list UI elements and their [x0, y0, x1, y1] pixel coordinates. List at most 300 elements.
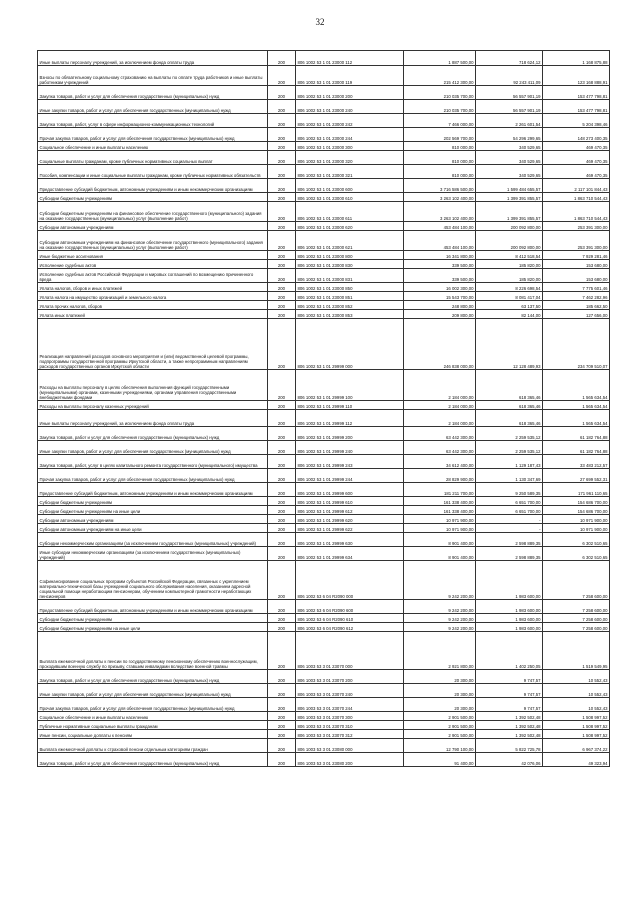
- row-amount-remaining: 10 552,43: [543, 670, 610, 684]
- row-description: Субсидии бюджетным учреждениям на иные цели: [38, 623, 268, 632]
- row-amount-remaining: 171 961 110,65: [543, 483, 610, 497]
- row-amount-approved: 3 263 102 400,00: [404, 202, 476, 222]
- row-code: 200: [268, 142, 296, 151]
- row-amount-approved: 34 612 400,00: [404, 455, 476, 469]
- row-amount-remaining: 469 470,35: [543, 151, 610, 165]
- row-classification-code: 806 1002 53 1 01 29999 243: [296, 455, 404, 469]
- table-row: [38, 231, 610, 251]
- row-amount-remaining: 1 565 634,54: [543, 410, 610, 427]
- row-description: Реализация направлений расходов основного мероприятия и (или) ведомственной целевой программы, подпрограммы государственной программы Иркутской области, а также непрограммным направлениям расходов государственных органов Иркутской области: [38, 319, 268, 370]
- row-amount-executed: 82 144,00: [476, 310, 543, 319]
- row-code: 200: [268, 561, 296, 600]
- row-description: Субсидии бюджетным учреждениям: [38, 497, 268, 506]
- table-row: [38, 179, 610, 193]
- row-classification-code: 806 1002 53 1 01 29999 612: [296, 506, 404, 515]
- row-amount-executed: 1 983 600,00: [476, 623, 543, 632]
- row-code: 200: [268, 547, 296, 561]
- row-amount-approved: 8 901 400,00: [404, 547, 476, 561]
- row-classification-code: 806 1002 53 1 01 29999 112: [296, 410, 404, 427]
- table-row: [38, 283, 610, 292]
- row-amount-executed: 6 651 700,00: [476, 497, 543, 506]
- row-code: 200: [268, 441, 296, 455]
- table-row: [38, 370, 610, 401]
- row-amount-approved: 181 211 700,00: [404, 483, 476, 497]
- row-code: 200: [268, 753, 296, 767]
- row-classification-code: 806 1003 53 3 01 23080 200: [296, 753, 404, 767]
- row-amount-executed: 1 599 484 655,57: [476, 179, 543, 193]
- row-code: 200: [268, 370, 296, 401]
- row-description: Субсидии бюджетным учреждениям: [38, 193, 268, 202]
- row-amount-executed: 8 081 417,04: [476, 292, 543, 301]
- row-amount-approved: 209 800,00: [404, 310, 476, 319]
- row-amount-remaining: 6 302 510,65: [543, 547, 610, 561]
- row-amount-approved: 161 338 400,00: [404, 497, 476, 506]
- table-row: [38, 730, 610, 739]
- row-amount-remaining: 6 967 374,22: [543, 739, 610, 753]
- row-description: Предоставление субсидий бюджетным, автономным учреждениям и иным некоммерческим организациям: [38, 179, 268, 193]
- row-amount-approved: 810 000,00: [404, 142, 476, 151]
- row-amount-approved: 15 543 700,00: [404, 292, 476, 301]
- row-code: 200: [268, 128, 296, 142]
- table-row: [38, 614, 610, 623]
- row-description: Прочая закупка товаров, работ и услуг для обеспечения государственных (муниципальных) нужд: [38, 698, 268, 712]
- row-amount-approved: 20 300,00: [404, 698, 476, 712]
- row-amount-remaining: 7 462 282,96: [543, 292, 610, 301]
- row-amount-approved: 161 338 400,00: [404, 506, 476, 515]
- row-amount-executed: 185 820,00: [476, 269, 543, 283]
- row-amount-executed: 9 747,57: [476, 684, 543, 698]
- row-code: 200: [268, 292, 296, 301]
- row-classification-code: 806 1002 53 1 01 29999 240: [296, 441, 404, 455]
- row-description: Социальное обеспечение и иные выплаты населению: [38, 142, 268, 151]
- table-row: [38, 260, 610, 269]
- row-description: Субсидии автономным учреждениям на иные цели: [38, 524, 268, 533]
- table-row: [38, 222, 610, 231]
- row-amount-approved: 210 035 700,00: [404, 86, 476, 100]
- row-description: Субсидии автономным учреждениям на финансовое обеспечение государственного (муниципального) задания на оказание государственных (муниципальных) услуг (выполнение работ): [38, 231, 268, 251]
- table-row: [38, 497, 610, 506]
- row-code: 200: [268, 231, 296, 251]
- row-code: 200: [268, 497, 296, 506]
- row-description: Расходы на выплаты персоналу казенных учреждений: [38, 401, 268, 410]
- row-amount-remaining: 153 477 798,81: [543, 100, 610, 114]
- row-amount-remaining: 123 168 888,91: [543, 66, 610, 86]
- row-amount-remaining: 1 863 710 544,43: [543, 193, 610, 202]
- row-classification-code: 806 1002 53 1 01 29999 110: [296, 401, 404, 410]
- table-row: [38, 506, 610, 515]
- row-code: 200: [268, 698, 296, 712]
- row-amount-remaining: 61 182 764,88: [543, 427, 610, 441]
- row-description: Прочая закупка товаров, работ и услуг для обеспечения государственных (муниципальных) нужд: [38, 128, 268, 142]
- row-classification-code: 806 1002 53 1 01 23000 830: [296, 260, 404, 269]
- row-amount-remaining: 148 273 400,35: [543, 128, 610, 142]
- row-amount-executed: 1 130 347,69: [476, 469, 543, 483]
- row-amount-executed: 8 226 698,54: [476, 283, 543, 292]
- row-amount-approved: 7 466 000,00: [404, 114, 476, 128]
- row-code: 200: [268, 455, 296, 469]
- row-amount-approved: 453 484 100,00: [404, 222, 476, 231]
- row-code: 200: [268, 310, 296, 319]
- table-row: [38, 533, 610, 547]
- row-amount-remaining: 469 470,35: [543, 165, 610, 179]
- row-description: Субсидии автономным учреждениям: [38, 222, 268, 231]
- row-amount-approved: 12 790 100,00: [404, 739, 476, 753]
- row-description: Иные выплаты персоналу учреждений, за исключением фонда оплаты труда: [38, 410, 268, 427]
- row-amount-approved: 246 838 000,00: [404, 319, 476, 370]
- row-classification-code: 806 1002 53 1 01 23000 321: [296, 165, 404, 179]
- row-amount-remaining: 1 508 997,52: [543, 712, 610, 721]
- table-row: [38, 251, 610, 260]
- row-amount-approved: 2 921 800,00: [404, 632, 476, 670]
- row-description: Прочая закупка товаров, работ и услуг для обеспечения государственных (муниципальных) нужд: [38, 469, 268, 483]
- table-row: [38, 632, 610, 670]
- row-code: 200: [268, 600, 296, 614]
- table-row: [38, 114, 610, 128]
- row-amount-executed: 63 137,50: [476, 301, 543, 310]
- row-amount-approved: 2 184 000,00: [404, 410, 476, 427]
- row-amount-executed: 56 557 901,19: [476, 100, 543, 114]
- table-row: [38, 66, 610, 86]
- row-amount-approved: 810 000,00: [404, 165, 476, 179]
- table-row: [38, 561, 610, 600]
- row-description: Социальные выплаты гражданам, кроме публичных нормативных социальных выплат: [38, 151, 268, 165]
- table-row: [38, 410, 610, 427]
- row-amount-approved: 28 829 900,00: [404, 469, 476, 483]
- row-classification-code: 806 1002 53 1 01 23000 852: [296, 301, 404, 310]
- row-description: Выплата ежемесячной доплаты к страховой пенсии отдельным категориям граждан: [38, 739, 268, 753]
- row-classification-code: 806 1002 53 1 01 23000 244: [296, 128, 404, 142]
- row-amount-approved: 210 035 700,00: [404, 100, 476, 114]
- table-row: [38, 128, 610, 142]
- row-amount-executed: 2 259 535,12: [476, 427, 543, 441]
- row-classification-code: 806 1002 53 1 01 29999 610: [296, 497, 404, 506]
- row-amount-approved: 1 887 500,00: [404, 51, 476, 66]
- row-amount-approved: 202 569 700,00: [404, 128, 476, 142]
- row-amount-executed: 340 529,65: [476, 151, 543, 165]
- row-amount-executed: 1 983 600,00: [476, 561, 543, 600]
- row-code: 200: [268, 269, 296, 283]
- row-amount-executed: 5 822 725,78: [476, 739, 543, 753]
- row-classification-code: 806 1002 53 1 01 23000 800: [296, 251, 404, 260]
- table-row: [38, 193, 610, 202]
- row-classification-code: 806 1002 53 1 01 29999 244: [296, 469, 404, 483]
- row-code: 200: [268, 193, 296, 202]
- row-description: Закупка товаров, работ и услуг для обеспечения государственных (муниципальных) нужд: [38, 753, 268, 767]
- row-classification-code: 806 1003 53 3 01 23070 200: [296, 670, 404, 684]
- table-row: [38, 269, 610, 283]
- row-amount-executed: 1 399 391 855,57: [476, 202, 543, 222]
- row-code: 200: [268, 614, 296, 623]
- row-classification-code: 806 1002 53 1 01 23000 320: [296, 151, 404, 165]
- row-description: Субсидии бюджетным учреждениям: [38, 614, 268, 623]
- row-amount-approved: 339 500,00: [404, 269, 476, 283]
- row-amount-executed: 618 365,46: [476, 410, 543, 427]
- table-row: [38, 142, 610, 151]
- row-code: 200: [268, 179, 296, 193]
- row-code: 200: [268, 515, 296, 524]
- row-description: Социальное обеспечение и иные выплаты населению: [38, 712, 268, 721]
- table-row: [38, 483, 610, 497]
- row-classification-code: 806 1002 53 1 01 29999 634: [296, 547, 404, 561]
- table-row: [38, 310, 610, 319]
- row-amount-remaining: 7 258 600,00: [543, 614, 610, 623]
- row-description: Субсидии некоммерческим организациям (за исключением государственных (муниципальных) учреждений): [38, 533, 268, 547]
- row-amount-executed: 9 747,57: [476, 698, 543, 712]
- row-classification-code: 806 1002 53 1 01 29999 600: [296, 483, 404, 497]
- row-amount-executed: 340 529,65: [476, 165, 543, 179]
- row-amount-remaining: 27 699 552,31: [543, 469, 610, 483]
- row-code: 200: [268, 670, 296, 684]
- row-amount-executed: 9 747,57: [476, 670, 543, 684]
- row-amount-remaining: 7 258 600,00: [543, 561, 610, 600]
- row-code: 200: [268, 202, 296, 222]
- row-amount-remaining: 1 168 875,88: [543, 51, 610, 66]
- table-row: [38, 301, 610, 310]
- row-code: 200: [268, 730, 296, 739]
- table-row: [38, 623, 610, 632]
- row-amount-remaining: 10 552,43: [543, 684, 610, 698]
- row-description: Уплата налога на имущество организаций и земельного налога: [38, 292, 268, 301]
- row-classification-code: 806 1002 53 1 01 29999 630: [296, 533, 404, 547]
- row-amount-executed: 1 399 391 855,57: [476, 193, 543, 202]
- row-code: 200: [268, 86, 296, 100]
- row-amount-executed: 618 365,46: [476, 401, 543, 410]
- row-amount-remaining: 49 323,94: [543, 753, 610, 767]
- row-amount-executed: 8 412 518,54: [476, 251, 543, 260]
- row-classification-code: 806 1002 53 1 01 23000 240: [296, 100, 404, 114]
- row-classification-code: 806 1002 53 1 01 23000 112: [296, 51, 404, 66]
- row-amount-approved: 2 901 500,00: [404, 721, 476, 730]
- row-classification-code: 806 1003 53 3 01 23080 000: [296, 739, 404, 753]
- row-amount-remaining: 153 680,00: [543, 269, 610, 283]
- row-amount-approved: 63 442 300,00: [404, 427, 476, 441]
- row-amount-executed: 56 557 901,19: [476, 86, 543, 100]
- row-amount-approved: 9 242 200,00: [404, 614, 476, 623]
- row-classification-code: 806 1002 53 1 01 29999 100: [296, 370, 404, 401]
- row-code: 200: [268, 165, 296, 179]
- row-amount-approved: 2 901 500,00: [404, 712, 476, 721]
- row-classification-code: 806 1002 53 1 01 23000 851: [296, 292, 404, 301]
- row-amount-approved: 3 263 102 400,00: [404, 193, 476, 202]
- row-description: Иные субсидии некоммерческим организациям (за исключением государственных (муниципальных) учреждений): [38, 547, 268, 561]
- row-amount-executed: 200 092 800,00: [476, 222, 543, 231]
- row-classification-code: 806 1002 53 1 01 23000 300: [296, 142, 404, 151]
- row-description: Закупка товаров, работ, услуг в целях капитального ремонта государственного (муниципального) имущества: [38, 455, 268, 469]
- row-classification-code: 806 1003 53 3 01 23070 310: [296, 721, 404, 730]
- budget-table: [37, 50, 610, 767]
- row-amount-executed: 2 259 535,12: [476, 441, 543, 455]
- row-description: Исполнение судебных актов: [38, 260, 268, 269]
- table-row: [38, 684, 610, 698]
- row-code: 200: [268, 427, 296, 441]
- table-row: [38, 401, 610, 410]
- row-description: Иные выплаты персоналу учреждений, за исключением фонда оплаты труда: [38, 51, 268, 66]
- row-amount-approved: 339 500,00: [404, 260, 476, 269]
- row-amount-remaining: 7 775 601,46: [543, 283, 610, 292]
- row-classification-code: 806 1002 53 6 04 R2090 000: [296, 561, 404, 600]
- row-code: 200: [268, 151, 296, 165]
- row-amount-remaining: 185 662,50: [543, 301, 610, 310]
- row-amount-executed: 1 983 600,00: [476, 600, 543, 614]
- row-code: 200: [268, 260, 296, 269]
- row-amount-executed: 6 651 700,00: [476, 506, 543, 515]
- row-classification-code: 806 1002 53 1 01 29999 000: [296, 319, 404, 370]
- row-amount-executed: 54 296 299,65: [476, 128, 543, 142]
- row-amount-approved: 215 412 300,00: [404, 66, 476, 86]
- table-row: [38, 51, 610, 66]
- row-code: 200: [268, 533, 296, 547]
- row-classification-code: 806 1002 53 1 01 29999 622: [296, 524, 404, 533]
- row-amount-remaining: 61 182 764,88: [543, 441, 610, 455]
- row-classification-code: 806 1003 53 3 01 23070 244: [296, 698, 404, 712]
- row-amount-remaining: 154 686 700,00: [543, 506, 610, 515]
- row-amount-remaining: 2 117 101 844,43: [543, 179, 610, 193]
- row-amount-executed: -: [476, 515, 543, 524]
- row-description: Уплата прочих налогов, сборов: [38, 301, 268, 310]
- row-amount-remaining: 1 565 634,54: [543, 401, 610, 410]
- row-amount-approved: 16 002 300,00: [404, 283, 476, 292]
- row-classification-code: 806 1003 53 3 01 23070 000: [296, 632, 404, 670]
- row-amount-remaining: 1 508 997,52: [543, 721, 610, 730]
- row-description: Субсидии автономным учреждениям: [38, 515, 268, 524]
- row-amount-remaining: 469 470,35: [543, 142, 610, 151]
- row-description: Пособия, компенсации и иные социальные выплаты гражданам, кроме публичных нормативных обязательств: [38, 165, 268, 179]
- row-classification-code: 806 1002 53 6 04 R2090 612: [296, 623, 404, 632]
- table-row: [38, 86, 610, 100]
- row-description: Иные закупки товаров, работ и услуг для обеспечения государственных (муниципальных) нужд: [38, 100, 268, 114]
- row-code: 200: [268, 483, 296, 497]
- row-amount-remaining: 153 680,00: [543, 260, 610, 269]
- row-code: 200: [268, 623, 296, 632]
- row-amount-remaining: 234 709 510,07: [543, 319, 610, 370]
- row-amount-approved: 63 442 300,00: [404, 441, 476, 455]
- row-amount-executed: 1 392 502,48: [476, 730, 543, 739]
- row-code: 200: [268, 739, 296, 753]
- table-row: [38, 427, 610, 441]
- row-classification-code: 806 1003 53 3 01 23070 312: [296, 730, 404, 739]
- row-classification-code: 806 1002 53 1 01 23000 620: [296, 222, 404, 231]
- table-row: [38, 292, 610, 301]
- row-amount-approved: 10 971 900,00: [404, 524, 476, 533]
- table-row: [38, 547, 610, 561]
- row-amount-remaining: 127 656,00: [543, 310, 610, 319]
- row-amount-approved: 2 184 000,00: [404, 370, 476, 401]
- row-code: 200: [268, 712, 296, 721]
- page-number: 32: [315, 17, 325, 27]
- table-row: [38, 753, 610, 767]
- table-row: [38, 455, 610, 469]
- row-description: Закупка товаров, работ и услуг для обеспечения государственных (муниципальных) нужд: [38, 427, 268, 441]
- row-amount-executed: -: [476, 524, 543, 533]
- row-description: Закупка товаров, работ и услуг для обеспечения государственных (муниципальных) нужд: [38, 86, 268, 100]
- row-classification-code: 806 1002 53 1 01 23000 600: [296, 179, 404, 193]
- row-code: 200: [268, 301, 296, 310]
- row-amount-remaining: 7 258 600,00: [543, 623, 610, 632]
- row-amount-approved: 3 716 586 500,00: [404, 179, 476, 193]
- row-description: Софинансирование социальных программ субъектов Российской Федерации, связанных с укреплением материально-технической базы учреждений социального обслуживания населения, оказанием адресной социальной помощи неработающим пенсионерам, обучением компьютерной грамотности неработающих пенсионеров: [38, 561, 268, 600]
- row-classification-code: 806 1002 53 6 04 R2090 600: [296, 600, 404, 614]
- row-amount-remaining: 253 391 300,00: [543, 222, 610, 231]
- row-amount-approved: 453 484 100,00: [404, 231, 476, 251]
- row-amount-approved: 91 400,00: [404, 753, 476, 767]
- row-description: Расходы на выплаты персоналу в целях обеспечения выполнения функций государственными (муниципальными) органами, казенными учреждениями, органами управления государственными внебюджетными фондами: [38, 370, 268, 401]
- row-description: Предоставление субсидий бюджетным, автономным учреждениям и иным некоммерческим организациям: [38, 600, 268, 614]
- row-description: Субсидии бюджетным учреждениям на финансовое обеспечение государственного (муниципального) задания на оказание государственных (муниципальных) услуг (выполнение работ): [38, 202, 268, 222]
- row-description: Уплата налогов, сборов и иных платежей: [38, 283, 268, 292]
- row-amount-executed: 12 128 489,93: [476, 319, 543, 370]
- table-row: [38, 100, 610, 114]
- table-row: [38, 515, 610, 524]
- row-code: 200: [268, 222, 296, 231]
- row-amount-approved: 9 242 200,00: [404, 561, 476, 600]
- row-classification-code: 806 1002 53 1 01 23000 611: [296, 202, 404, 222]
- row-description: Выплата ежемесячной доплаты к пенсии по государственному пенсионному обеспечению военнослужащим, проходившим военную службу по призыву, ставшим инвалидами вследствие военной травмы: [38, 632, 268, 670]
- row-code: 200: [268, 283, 296, 292]
- row-amount-executed: 2 598 889,35: [476, 533, 543, 547]
- row-classification-code: 806 1002 53 1 01 23000 242: [296, 114, 404, 128]
- row-amount-executed: 92 243 411,09: [476, 66, 543, 86]
- row-amount-executed: 618 365,46: [476, 370, 543, 401]
- row-amount-remaining: 10 971 900,00: [543, 524, 610, 533]
- row-classification-code: 806 1002 53 1 01 29999 620: [296, 515, 404, 524]
- row-classification-code: 806 1002 53 1 01 23000 200: [296, 86, 404, 100]
- row-amount-approved: 248 800,00: [404, 301, 476, 310]
- row-amount-executed: 340 529,65: [476, 142, 543, 151]
- table-row: [38, 202, 610, 222]
- row-amount-executed: 185 820,00: [476, 260, 543, 269]
- row-classification-code: 806 1002 53 1 01 23000 610: [296, 193, 404, 202]
- row-amount-approved: 810 000,00: [404, 151, 476, 165]
- row-amount-remaining: 7 929 281,46: [543, 251, 610, 260]
- row-amount-remaining: 33 483 212,57: [543, 455, 610, 469]
- row-amount-executed: 718 624,12: [476, 51, 543, 66]
- row-amount-executed: 1 392 502,48: [476, 721, 543, 730]
- row-classification-code: 806 1002 53 1 01 23000 621: [296, 231, 404, 251]
- row-amount-remaining: 6 302 510,65: [543, 533, 610, 547]
- table-row: [38, 712, 610, 721]
- row-classification-code: 806 1002 53 1 01 23000 831: [296, 269, 404, 283]
- row-code: 200: [268, 66, 296, 86]
- row-amount-approved: 8 901 400,00: [404, 533, 476, 547]
- row-amount-executed: 42 076,06: [476, 753, 543, 767]
- row-amount-approved: 16 341 800,00: [404, 251, 476, 260]
- row-amount-executed: 1 129 187,43: [476, 455, 543, 469]
- row-amount-remaining: 10 552,43: [543, 698, 610, 712]
- row-description: Субсидии бюджетным учреждениям на иные цели: [38, 506, 268, 515]
- row-classification-code: 806 1002 53 1 01 23000 850: [296, 283, 404, 292]
- row-amount-approved: 9 242 200,00: [404, 623, 476, 632]
- table-row: [38, 151, 610, 165]
- row-description: Публичные нормативные социальные выплаты гражданам: [38, 721, 268, 730]
- table-row: [38, 319, 610, 370]
- row-description: Закупка товаров, работ, услуг в сфере информационно-коммуникационных технологий: [38, 114, 268, 128]
- row-code: 200: [268, 410, 296, 427]
- row-amount-executed: 200 092 800,00: [476, 231, 543, 251]
- row-description: Исполнение судебных актов Российской Федерации и мировых соглашений по возмещению причиненного вреда: [38, 269, 268, 283]
- row-amount-executed: 9 250 589,35: [476, 483, 543, 497]
- row-code: 200: [268, 319, 296, 370]
- row-description: Иные пенсии, социальные доплаты к пенсиям: [38, 730, 268, 739]
- table-row: [38, 441, 610, 455]
- row-amount-approved: 9 242 200,00: [404, 600, 476, 614]
- row-amount-remaining: 5 204 398,46: [543, 114, 610, 128]
- row-amount-remaining: 7 258 600,00: [543, 600, 610, 614]
- row-code: 200: [268, 469, 296, 483]
- row-code: 200: [268, 401, 296, 410]
- row-amount-approved: 10 971 900,00: [404, 515, 476, 524]
- row-classification-code: 806 1002 53 1 01 29999 200: [296, 427, 404, 441]
- table-row: [38, 524, 610, 533]
